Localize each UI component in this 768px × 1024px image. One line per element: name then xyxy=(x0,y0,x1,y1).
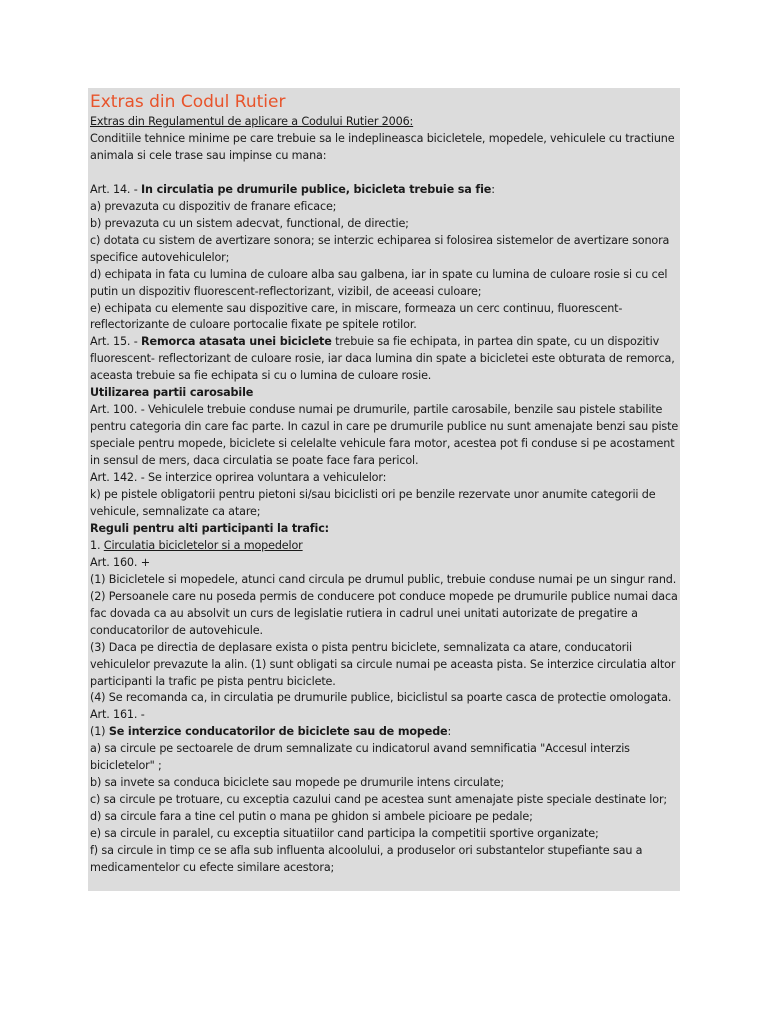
subsection-1 xyxy=(90,538,680,555)
art15-prefix: Art. 15. - xyxy=(90,335,142,349)
art161-para-1 xyxy=(90,724,680,741)
art14-item-d: d) echipata in fata cu lumina de culoare alba sau galbena, iar in spate cu lumina de culoare rosie si cu cel putin un dispozitiv fluorescent-reflectorizant, vizibil, de aceeasi culoare; xyxy=(90,267,668,298)
art160-item-3: (3) Daca pe directia de deplasare exista o pista pentru biciclete, semnalizata ca atare, conducatorii vehiculelor prevazute la alin. (1) sunt obligati sa circule numai pe aceasta pista. Se interzice circulatia altor participanti la trafic pe pista pentru biciclete. xyxy=(90,640,676,688)
art161-item-a: a) sa circule pe sectoarele de drum semnalizate cu indicatorul avand semnificatia "Accesul interzis bicicletelor" ; xyxy=(90,742,630,773)
art161-item-d: d) sa circule fara a tine cel putin o mana pe ghidon si ambele picioare pe pedale; xyxy=(90,810,533,824)
art160-item-1: (1) Bicicletele si mopedele, atunci cand circula pe drumul public, trebuie conduse numai pe un singur rand. xyxy=(90,572,677,586)
art14-title: In circulatia pe drumurile publice, bicicleta trebuie sa fie xyxy=(141,182,492,196)
document-panel xyxy=(88,88,680,891)
art161-para-1-suffix: : xyxy=(447,725,452,739)
art160-item-4: (4) Se recomanda ca, in circulatia pe drumurile publice, biciclistul sa poarte casca de protectie omologata. xyxy=(90,691,672,705)
art14-suffix: : xyxy=(491,182,495,196)
art100-paragraph: Art. 100. - Vehiculele trebuie conduse numai pe drumurile, partile carosabile, benzile sau pistele stabilite pentru categoria din care fac parte. In cazul in care pe drumurile publice nu sunt amenajate benzi sau piste speciale pentru mopede, biciclete si celelalte vehicule fara motor, acestea pot fi conduse si pe acostament in sensul de mers, daca circulatia se poate face fara pericol. xyxy=(90,403,679,468)
art160-heading: Art. 160. + xyxy=(90,555,150,569)
intro-paragraph: Conditiile tehnice minime pe care trebuie sa le indeplineasca bicicletele, mopedele, vehiculele cu tractiune animala si cele trase sau impinse cu mana: xyxy=(90,131,675,162)
document-subtitle: Extras din Regulamentul de aplicare a Codului Rutier 2006: xyxy=(90,115,414,128)
document-title: Extras din Codul Rutier xyxy=(90,92,286,112)
document-body xyxy=(88,88,680,877)
art161-heading: Art. 161. - xyxy=(90,708,145,722)
art14-item-b: b) prevazuta cu un sistem adecvat, functional, de directie; xyxy=(90,216,409,230)
art142-item-k: k) pe pistele obligatorii pentru pietoni si/sau biciclisti ori pe benzile rezervate unor anumite categorii de vehicule, semnalizate ca atare; xyxy=(90,488,656,518)
art161-item-f: f) sa circule in timp ce se afla sub influenta alcoolului, a produselor ori substantelor stupefiante sau a medicamentelor cu efecte similare acestora; xyxy=(90,844,643,874)
section-heading-carosabile: Utilizarea partii carosabile xyxy=(90,386,254,400)
art15-title: Remorca atasata unei biciclete xyxy=(141,335,332,349)
art14-prefix: Art. 14. - xyxy=(90,182,142,196)
art161-item-c: c) sa circule pe trotuare, cu exceptia cazului cand pe acestea sunt amenajate piste speciale destinate lor; xyxy=(90,793,668,807)
art160-item-2: (2) Persoanele care nu poseda permis de conducere pot conduce mopede pe drumurile publice numai daca fac dovada ca au absolvit un curs de legislatie rutiera in cadrul unei unitati autorizate de pregatire a conducatorilor de autovehicule. xyxy=(90,589,678,637)
art161-para-1-title: Se interzice conducatorilor de biciclete sau de mopede xyxy=(108,725,448,739)
art14-heading xyxy=(90,182,680,199)
art142-paragraph: Art. 142. - Se interzice oprirea voluntara a vehiculelor: xyxy=(90,471,387,485)
art161-item-e: e) sa circule in paralel, cu exceptia situatiilor cand participa la competitii sportive organizate; xyxy=(90,827,599,841)
blank-line xyxy=(90,165,680,182)
art161-item-b: b) sa invete sa conduca biciclete sau mopede pe drumurile intens circulate; xyxy=(90,776,505,790)
section-heading-participanti: Reguli pentru alti participanti la trafic: xyxy=(90,521,330,535)
art15-paragraph xyxy=(90,334,680,385)
art15-text: trebuie sa fie echipata, in partea din spate, cu un dispozitiv fluorescent- reflectorizant de culoare rosie, iar daca lumina din spate a bicicletei este obturata de remorca, aceasta trebuie sa fie echipata si cu o lumina de culoare rosie. xyxy=(90,335,675,383)
art14-item-a: a) prevazuta cu dispozitiv de franare eficace; xyxy=(90,199,337,213)
art161-para-1-prefix: (1) xyxy=(90,725,109,739)
subsection-1-number: 1. xyxy=(90,538,104,552)
art14-item-e: e) echipata cu elemente sau dispozitive care, in miscare, formeaza un cerc continuu, fluorescent-reflectorizante de culoare portocalie fixate pe spitele rotilor. xyxy=(90,301,623,332)
art14-item-c: c) dotata cu sistem de avertizare sonora; se interzic echiparea si folosirea sistemelor de avertizare sonora specifice autovehiculelor; xyxy=(90,233,670,264)
subsection-1-title: Circulatia bicicletelor si a mopedelor xyxy=(103,538,303,552)
